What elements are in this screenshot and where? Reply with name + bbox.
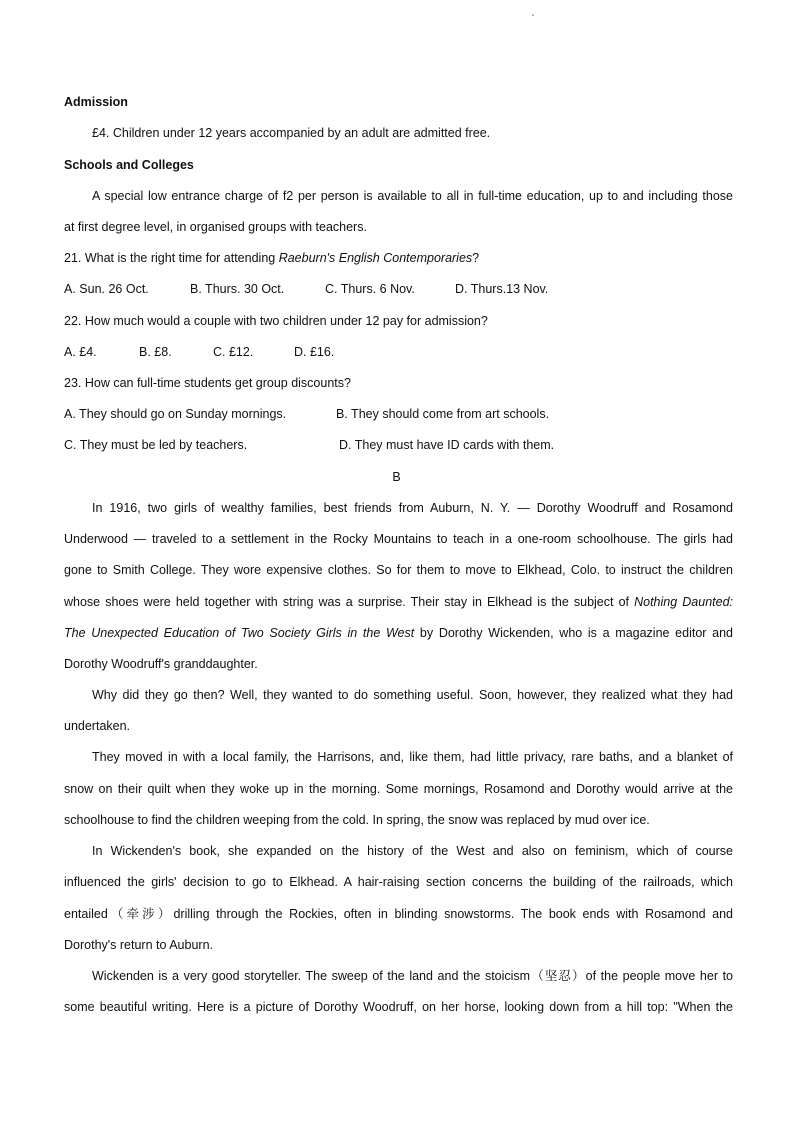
book-title-part-1: Nothing Daunted: bbox=[634, 595, 733, 609]
admission-heading: Admission bbox=[64, 95, 128, 109]
b-p1-line-4 bbox=[64, 594, 733, 610]
question-21-stem-pre: 21. What is the right time for attending bbox=[64, 251, 279, 265]
book-title-part-2: The Unexpected Education of Two Society Girls in the West bbox=[64, 626, 415, 640]
b-p1-line-5 bbox=[64, 625, 733, 641]
section-b-label: B bbox=[392, 470, 401, 484]
question-21-option-d: D. Thurs.13 Nov. bbox=[455, 282, 549, 296]
b-p2-line-2: undertaken. bbox=[64, 719, 131, 733]
question-22-option-a: A. £4. bbox=[64, 345, 97, 359]
b-p3-line-3: schoolhouse to find the children weeping from the cold. In spring, the snow was replaced by mud over ice. bbox=[64, 813, 650, 827]
question-23-option-b: B. They should come from art schools. bbox=[336, 407, 550, 421]
b-p3-line-2: snow on their quilt when they woke up in the morning. Some mornings, Rosamond and Dorothy would arrive at the bbox=[64, 782, 733, 796]
b-p4-line-2: influenced the girls' decision to go to Elkhead. A hair-raising section concerns the building of the railroads, which bbox=[64, 875, 733, 889]
b-p3-line-1: They moved in with a local family, the Harrisons, and, like them, had little privacy, rare baths, and a blanket of bbox=[92, 750, 733, 764]
question-21-option-b: B. Thurs. 30 Oct. bbox=[190, 282, 285, 296]
page-mark bbox=[532, 14, 534, 16]
question-23-option-d: D. They must have ID cards with them. bbox=[339, 438, 555, 452]
question-22-option-c: C. £12. bbox=[213, 345, 254, 359]
question-21-option-c: C. Thurs. 6 Nov. bbox=[325, 282, 415, 296]
schools-heading: Schools and Colleges bbox=[64, 158, 194, 172]
b-p1-line-3: gone to Smith College. They wore expensive clothes. So for them to move to Elkhead, Colo. to instruct the children bbox=[64, 563, 733, 577]
question-21-stem bbox=[64, 250, 479, 266]
question-22-option-d: D. £16. bbox=[294, 345, 335, 359]
question-23-option-a: A. They should go on Sunday mornings. bbox=[64, 407, 287, 421]
b-p1-line-5-text: by Dorothy Wickenden, who is a magazine editor and bbox=[414, 626, 733, 640]
question-22-option-b: B. £8. bbox=[139, 345, 172, 359]
b-p1-line-6: Dorothy Woodruff's granddaughter. bbox=[64, 657, 258, 671]
b-p1-line-4-text: whose shoes were held together with string was a surprise. Their stay in Elkhead is the subject of bbox=[64, 595, 635, 609]
b-p5-line-1: Wickenden is a very good storyteller. The sweep of the land and the stoicism（坚忍）of the people move her to bbox=[92, 969, 733, 983]
b-p4-line-1: In Wickenden's book, she expanded on the history of the West and also on feminism, which of course bbox=[92, 844, 733, 858]
question-22-stem: 22. How much would a couple with two children under 12 pay for admission? bbox=[64, 314, 488, 328]
admission-text: £4. Children under 12 years accompanied by an adult are admitted free. bbox=[92, 126, 491, 140]
schools-text-line-2: at first degree level, in organised groups with teachers. bbox=[64, 220, 367, 234]
question-21-option-a: A. Sun. 26 Oct. bbox=[64, 282, 149, 296]
b-p2-line-1: Why did they go then? Well, they wanted to do something useful. Soon, however, they realized what they had bbox=[92, 688, 733, 702]
schools-text-line-1: A special low entrance charge of f2 per person is available to all in full-time education, up to and including those bbox=[92, 189, 733, 203]
question-21-stem-post: ? bbox=[472, 251, 480, 265]
question-21-stem-title: Raeburn's English Contemporaries bbox=[278, 251, 473, 265]
b-p4-line-4: Dorothy's return to Auburn. bbox=[64, 938, 213, 952]
b-p1-line-2: Underwood — traveled to a settlement in the Rocky Mountains to teach in a one-room schoolhouse. The girls had bbox=[64, 532, 733, 546]
question-23-option-c: C. They must be led by teachers. bbox=[64, 438, 248, 452]
b-p5-line-2: some beautiful writing. Here is a picture of Dorothy Woodruff, on her horse, looking down from a hill top: "When the bbox=[64, 1000, 733, 1014]
question-23-stem: 23. How can full-time students get group discounts? bbox=[64, 376, 351, 390]
b-p1-line-1: In 1916, two girls of wealthy families, best friends from Auburn, N. Y. — Dorothy Woodruff and Rosamond bbox=[92, 501, 733, 515]
b-p4-line-3: entailed（牵涉）drilling through the Rockies, often in blinding snowstorms. The book ends with Rosamond and bbox=[64, 907, 733, 921]
